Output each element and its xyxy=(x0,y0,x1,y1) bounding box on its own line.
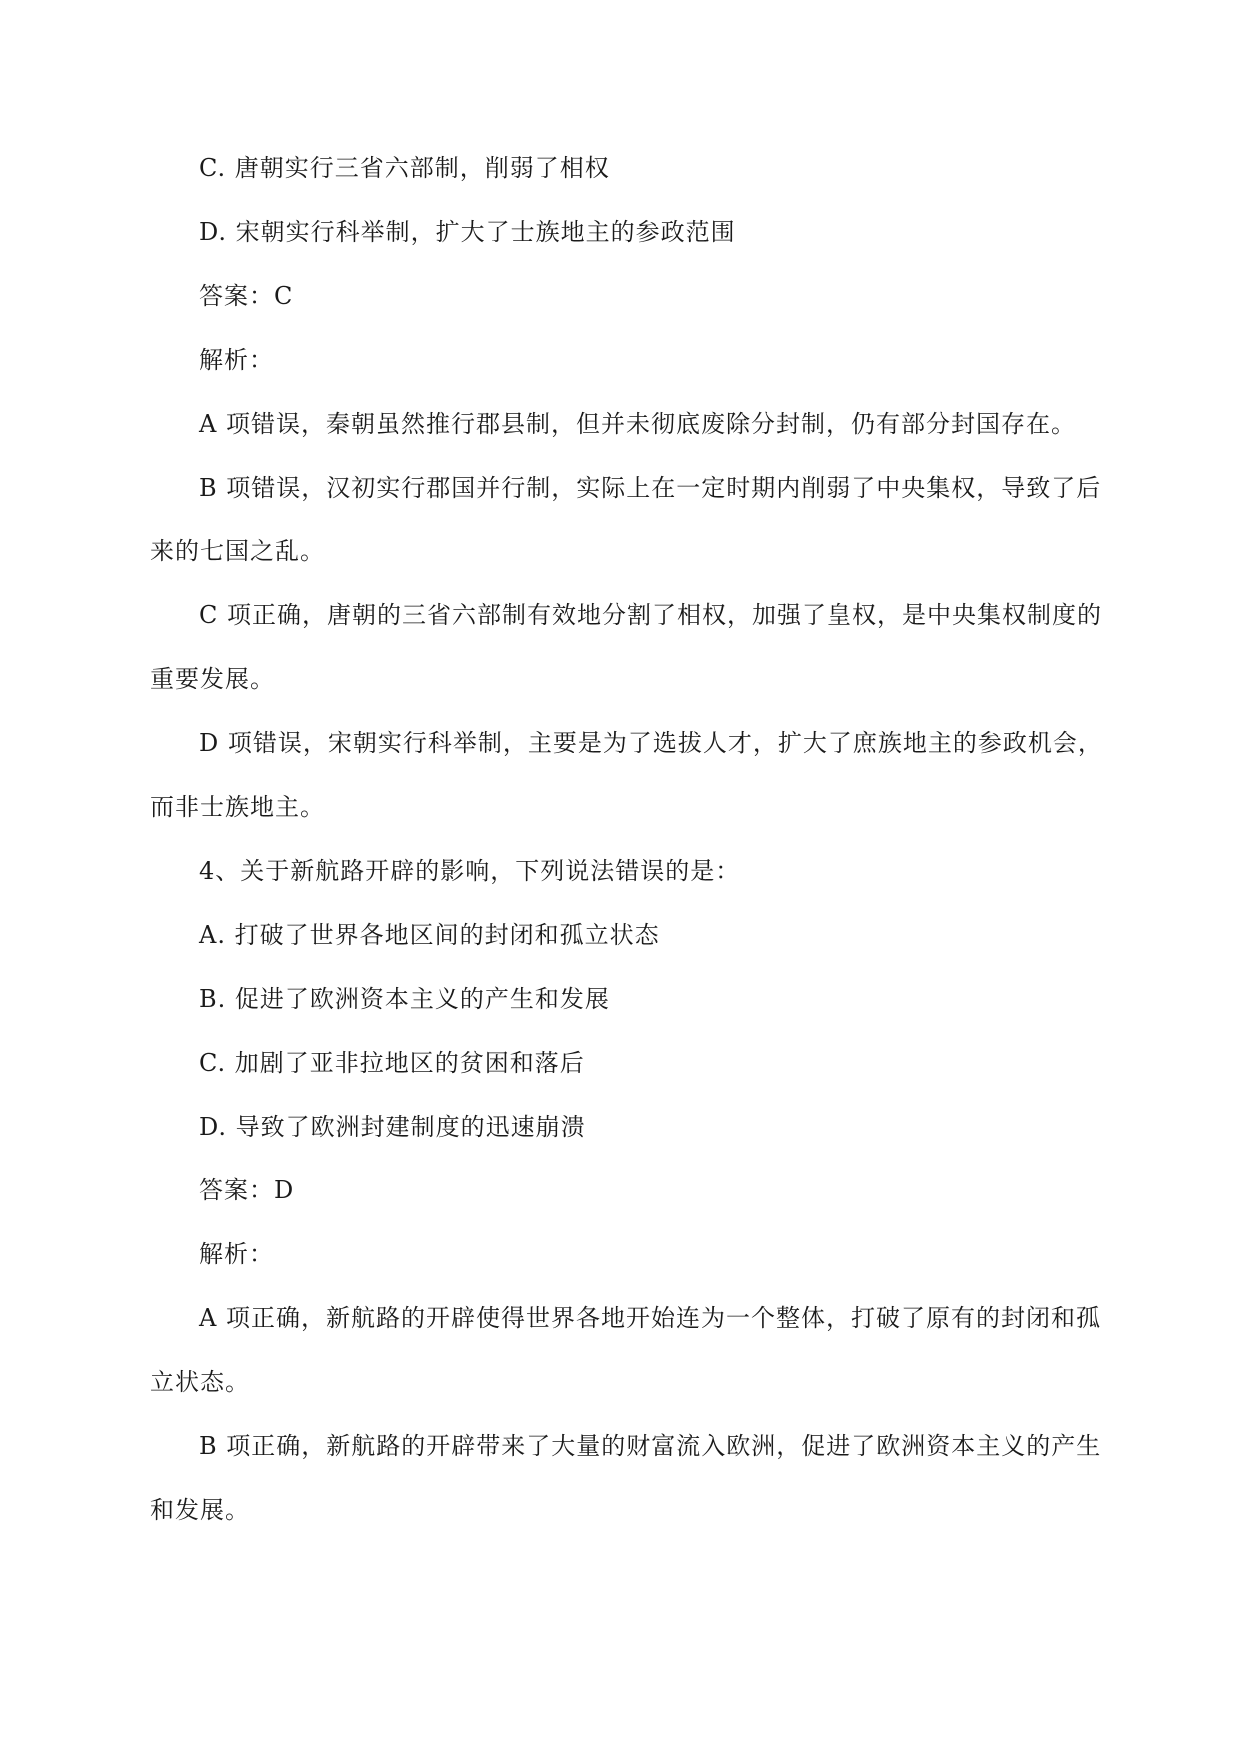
option-a-q4: A. 打破了世界各地区间的封闭和孤立状态 xyxy=(199,921,660,949)
analysis-c-q3-continued: 重要发展。 xyxy=(150,665,275,693)
question-4: 4、关于新航路开辟的影响，下列说法错误的是： xyxy=(199,857,741,885)
option-c-q3: C. 唐朝实行三省六部制，削弱了相权 xyxy=(199,154,610,182)
option-c-q4: C. 加剧了亚非拉地区的贫困和落后 xyxy=(199,1049,585,1077)
answer-q4: 答案：D xyxy=(199,1176,295,1204)
analysis-a-q3: A 项错误，秦朝虽然推行郡县制，但并未彻底废除分封制，仍有部分封国存在。 xyxy=(199,410,1076,438)
analysis-a-q4-continued: 立状态。 xyxy=(150,1368,250,1396)
analysis-c-q3: C 项正确，唐朝的三省六部制有效地分割了相权，加强了皇权，是中央集权制度的 xyxy=(199,601,1102,629)
answer-q3: 答案：C xyxy=(199,282,294,310)
analysis-b-q3-continued: 来的七国之乱。 xyxy=(150,537,325,565)
analysis-b-q3: B 项错误，汉初实行郡国并行制，实际上在一定时期内削弱了中央集权，导致了后 xyxy=(199,474,1102,502)
analysis-label-q3: 解析： xyxy=(199,346,274,374)
analysis-d-q3: D 项错误，宋朝实行科举制，主要是为了选拔人才，扩大了庶族地主的参政机会， xyxy=(199,729,1103,757)
analysis-b-q4: B 项正确，新航路的开辟带来了大量的财富流入欧洲，促进了欧洲资本主义的产生 xyxy=(199,1432,1102,1460)
analysis-b-q4-continued: 和发展。 xyxy=(150,1496,250,1524)
option-d-q4: D. 导致了欧洲封建制度的迅速崩溃 xyxy=(199,1113,586,1141)
analysis-label-q4: 解析： xyxy=(199,1240,274,1268)
option-b-q4: B. 促进了欧洲资本主义的产生和发展 xyxy=(199,985,610,1013)
analysis-a-q4: A 项正确，新航路的开辟使得世界各地开始连为一个整体，打破了原有的封闭和孤 xyxy=(199,1304,1101,1332)
analysis-d-q3-continued: 而非士族地主。 xyxy=(150,793,325,821)
option-d-q3: D. 宋朝实行科举制，扩大了士族地主的参政范围 xyxy=(199,218,736,246)
